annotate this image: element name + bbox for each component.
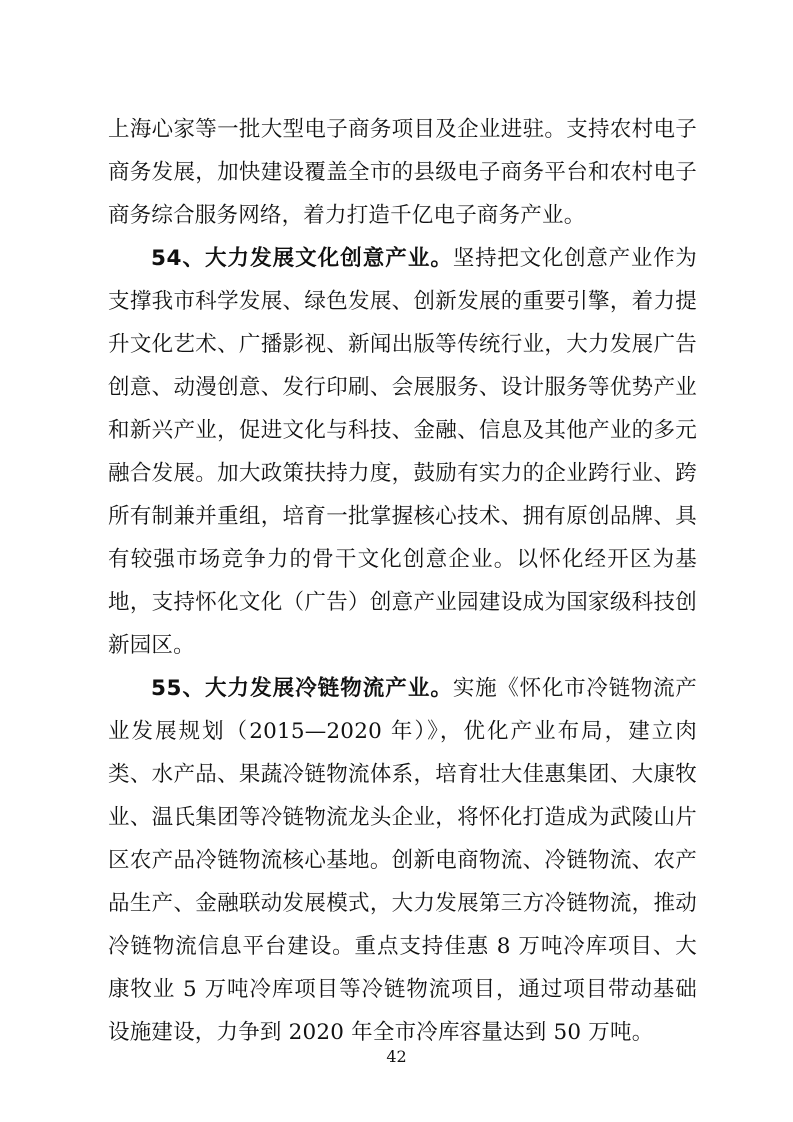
paragraph-heading: 54、大力发展文化创意产业。 — [151, 246, 453, 271]
page-body — [108, 108, 697, 1054]
paragraph-text: 实施《怀化市冷链物流产业发展规划（2015—2020 年）》，优化产业布局，建立肉类、水产品、果蔬冷链物流体系，培育壮大佳惠集团、大康牧业、温氏集团等冷链物流龙头企业，将怀化打造成为武陵山片区农产品冷链物流核心基地。创新电商物流、冷链物流、农产品生产、金融联动发展模式，大力发展第三方冷链物流，推动冷链物流信息平台建设。重点支持佳惠 8 万吨冷库项目、大康牧业 5 万吨冷库项目等冷链物流项目，通过项目带动基础设施建设，力争到 2020 年全市冷库容量达到 50 万吨。 — [108, 676, 698, 1045]
paragraph-text: 坚持把文化创意产业作为支撑我市科学发展、绿色发展、创新发展的重要引擎，着力提升文化艺术、广播影视、新闻出版等传统行业，大力发展广告创意、动漫创意、发行印刷、会展服务、设计服务等优势产业和新兴产业，促进文化与科技、金融、信息及其他产业的多元融合发展。加大政策扶持力度，鼓励有实力的企业跨行业、跨所有制兼并重组，培育一批掌握核心技术、拥有原创品牌、具有较强市场竞争力的骨干文化创意企业。以怀化经开区为基地，支持怀化文化（广告）创意产业园建设成为国家级科技创新园区。 — [108, 246, 698, 658]
page-number: 42 — [386, 1047, 407, 1066]
paragraph-text: 上海心家等一批大型电子商务项目及企业进驻。支持农村电子商务发展，加快建设覆盖全市的县级电子商务平台和农村电子商务综合服务网络，着力打造千亿电子商务产业。 — [108, 117, 697, 228]
paragraph-intro — [108, 108, 697, 237]
paragraph-heading: 55、大力发展冷链物流产业。 — [151, 676, 453, 701]
paragraph-item-54 — [108, 237, 697, 667]
paragraph-item-55 — [108, 667, 697, 1054]
